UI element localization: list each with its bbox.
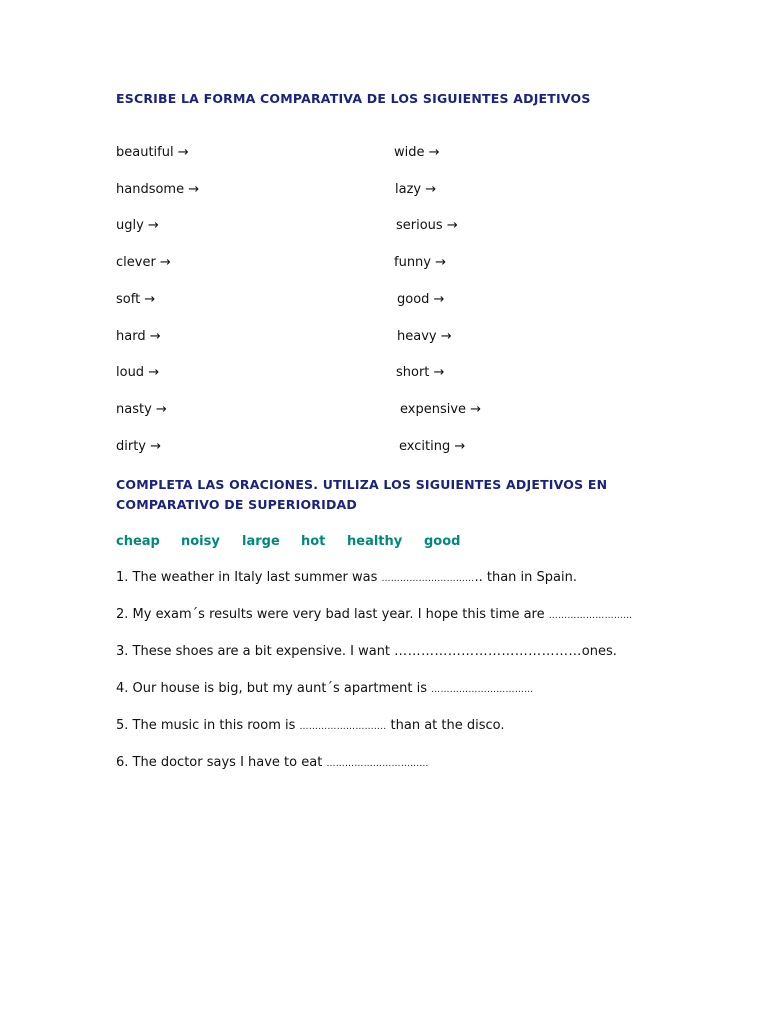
sentence-text: 5. The music in this room is bbox=[116, 718, 300, 733]
adjective-row bbox=[0, 181, 768, 199]
adjective-left: beautiful → bbox=[116, 145, 189, 160]
adjective-row bbox=[0, 328, 768, 346]
adjective-left: hard → bbox=[116, 329, 161, 344]
blank-line[interactable]: …………………………… bbox=[326, 759, 429, 769]
sentence-item bbox=[116, 569, 577, 588]
adjective-right: heavy → bbox=[397, 329, 452, 344]
word-bank-item: cheap bbox=[116, 534, 160, 549]
adjective-row bbox=[0, 438, 768, 456]
adjective-right: good → bbox=[397, 292, 445, 307]
adjective-row bbox=[0, 291, 768, 309]
adjective-row bbox=[0, 401, 768, 419]
adjective-left: soft → bbox=[116, 292, 156, 307]
word-bank-item: good bbox=[424, 534, 461, 549]
sentence-item bbox=[116, 606, 632, 625]
word-bank-item: healthy bbox=[347, 534, 403, 549]
blank-line[interactable]: ……………………… bbox=[548, 611, 633, 621]
adjective-row bbox=[0, 254, 768, 272]
adjective-left: loud → bbox=[116, 365, 160, 380]
adjective-left: clever → bbox=[116, 255, 171, 270]
blank-line[interactable]: ………………………… bbox=[381, 574, 475, 584]
section2-title-line2: COMPARATIVO DE SUPERIORIDAD bbox=[116, 497, 357, 512]
adjective-right: exciting → bbox=[399, 439, 466, 454]
word-bank bbox=[116, 533, 460, 551]
section1-title: ESCRIBE LA FORMA COMPARATIVA DE LOS SIGUIENTES ADJETIVOS bbox=[116, 91, 591, 106]
adjective-right: expensive → bbox=[400, 402, 482, 417]
adjective-left: ugly → bbox=[116, 218, 159, 233]
sentence-text: 1. The weather in Italy last summer was bbox=[116, 570, 382, 585]
adjective-row bbox=[0, 217, 768, 235]
word-bank-item: large bbox=[242, 534, 280, 549]
sentence-text: 6. The doctor says I have to eat bbox=[116, 755, 327, 770]
blank-line[interactable]: ………………………. bbox=[299, 722, 387, 732]
sentence-text: .. than in Spain. bbox=[474, 570, 577, 585]
adjective-left: handsome → bbox=[116, 182, 200, 197]
adjective-right: serious → bbox=[396, 218, 458, 233]
sentence-text: than at the disco. bbox=[386, 718, 505, 733]
sentence-item bbox=[116, 643, 617, 661]
sentence-text: ones. bbox=[581, 644, 617, 659]
word-bank-item: noisy bbox=[181, 534, 220, 549]
adjective-left: dirty → bbox=[116, 439, 162, 454]
adjective-row bbox=[0, 144, 768, 162]
sentence-item bbox=[116, 680, 533, 699]
section2-title-line1: COMPLETA LAS ORACIONES. UTILIZA LOS SIGUIENTES ADJETIVOS EN bbox=[116, 477, 608, 492]
section2-title bbox=[116, 475, 656, 515]
adjective-row bbox=[0, 364, 768, 382]
adjective-right: wide → bbox=[394, 145, 440, 160]
sentence-item bbox=[116, 717, 505, 736]
sentence-text: 4. Our house is big, but my aunt´s apartment is bbox=[116, 681, 432, 696]
word-bank-item: hot bbox=[301, 534, 326, 549]
blank-line[interactable]: …………………………… bbox=[431, 685, 534, 695]
adjective-right: lazy → bbox=[395, 182, 437, 197]
sentence-text: 3. These shoes are a bit expensive. I want bbox=[116, 644, 395, 659]
sentence-item bbox=[116, 754, 429, 773]
sentence-text: 2. My exam´s results were very bad last year. I hope this time are bbox=[116, 607, 549, 622]
adjective-right: short → bbox=[396, 365, 445, 380]
blank-line[interactable]: …………………………………… bbox=[394, 644, 582, 659]
adjective-left: nasty → bbox=[116, 402, 167, 417]
adjective-right: funny → bbox=[394, 255, 447, 270]
